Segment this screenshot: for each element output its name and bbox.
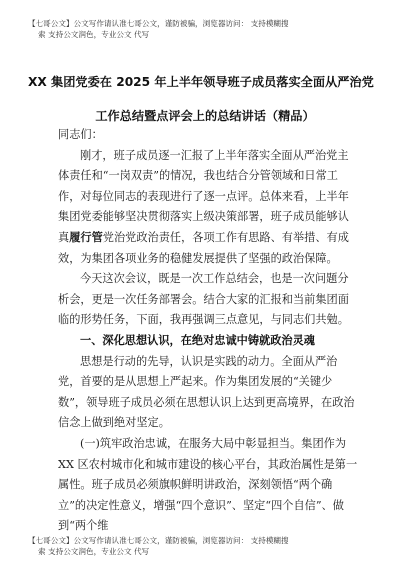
paragraph-4: (一)筑牢政治忠诚，在服务大局中彰显担当。集团作为 XX 区农村城市化和城市建设的核心平台，其政治属性是第一属性。班子成员必须旗帜鲜明讲政治，深刻领悟“两个确立”的决定性意义，增强“四个意识”、坚定“四个自信”、做到“两个维	[58, 436, 358, 533]
paragraph-2: 今天这次会议，既是一次工作总结会，也是一次问题分析会，更是一次任务部署会。结合大家的汇报和当前集团面临的形势任务，下面，我再强调三点意见，与同志们共勉。	[58, 272, 349, 327]
paragraph-1	[58, 146, 358, 270]
banner-line-1: 【七哥公文】公文写作请认准七哥公文，谨防被骗，浏览器访问： 支持模糊搜	[28, 19, 289, 28]
banner-line-2: 索 支持公文润色，专业公文 代写	[38, 30, 150, 39]
top-banner	[28, 18, 390, 40]
paragraph-1-text-c: 党治党政治责任，各项工作有思路、有举措、有成效，为集团各项业务的稳健发展提供了坚强的政治保障。	[58, 230, 349, 265]
document-title: XX 集团党委在 2025 年上半年领导班子成员落实全面从严治党	[28, 75, 374, 89]
bottom-banner	[28, 535, 390, 557]
paragraph-1-text-a: 刚才，班子成员逐一汇报了上半年落实全面从严治党主体责任和“一岗双责”的情况，我也结合分管领域和日常工作，对每位同志的表现进行了逐一点评。总体来看，上半年集团党委能够坚决贯彻落实上级决策部署，班子成员能够认真	[58, 148, 349, 244]
greeting: 同志们：	[58, 128, 103, 141]
section-heading-1: 一、深化思想认识，在绝对忠诚中铸就政治灵魂	[80, 333, 315, 347]
banner-line-1: 【七哥公文】公文写作请认准七哥公文，谨防被骗，浏览器访问： 支持模糊搜	[28, 536, 289, 545]
paragraph-3: 思想是行动的先导，认识是实践的动力。全面从严治党，首要的是从思想上严起来。作为集团发展的“关键少数”，领导班子成员必须在思想认识上达到更高境界，在政治信念上做到绝对坚定。	[58, 354, 355, 430]
document-subtitle: 工作总结暨点评会上的总结讲话（精品）	[95, 109, 315, 123]
paragraph-1-emphasis: 履行管	[69, 230, 103, 244]
banner-line-2: 索 支持公文润色，专业公文 代写	[38, 547, 150, 556]
document-body	[58, 125, 358, 537]
